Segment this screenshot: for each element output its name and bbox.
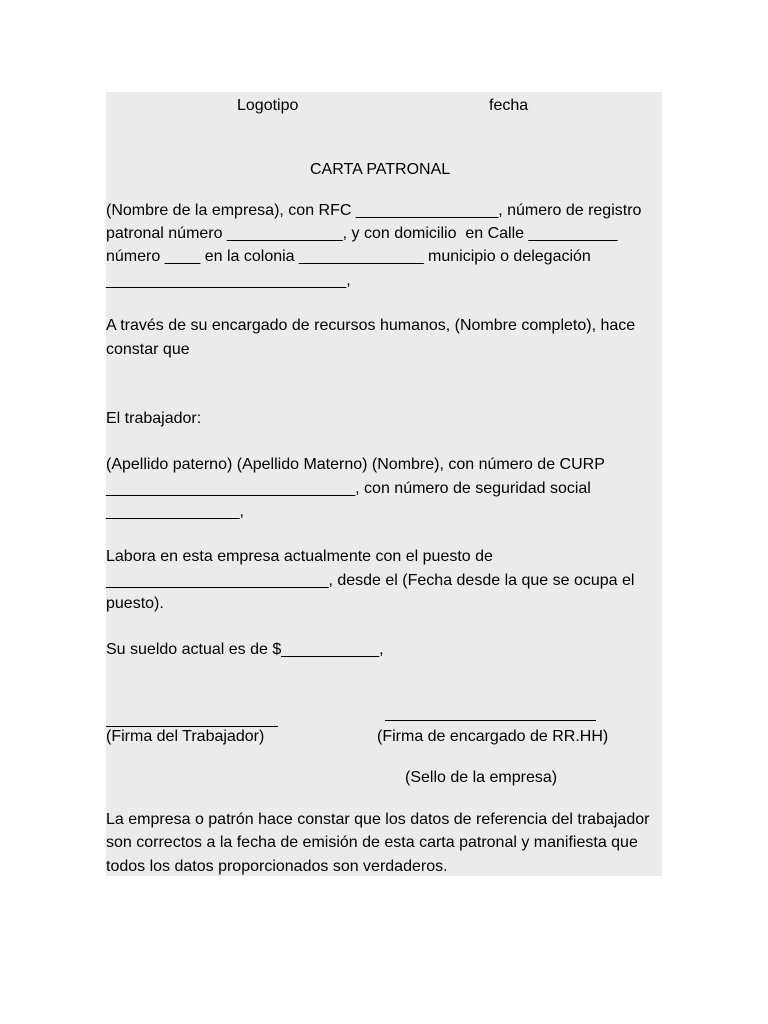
worker-signature-label: (Firma del Trabajador): [106, 728, 265, 745]
hr-signature-line: [385, 720, 596, 721]
company-seal-label: (Sello de la empresa): [405, 769, 558, 786]
paragraph-line: número ____ en la colonia ______________ municipio o delegación: [106, 248, 591, 265]
document-title: CARTA PATRONAL: [310, 161, 451, 178]
document-page: [106, 92, 662, 876]
worker-heading: El trabajador:: [106, 410, 202, 427]
paragraph-line: ___________________________,: [106, 272, 351, 289]
paragraph-line: ____________________________, con número de seguridad social: [106, 480, 591, 497]
paragraph-line: puesto).: [106, 595, 164, 612]
salary-line: Su sueldo actual es de $___________,: [106, 641, 384, 658]
paragraph-line: todos los datos proporcionados son verdaderos.: [106, 858, 448, 875]
paragraph-line: constar que: [106, 341, 190, 358]
paragraph-line: (Nombre de la empresa), con RFC ________________, número de registro: [106, 202, 642, 219]
paragraph-line: (Apellido paterno) (Apellido Materno) (Nombre), con número de CURP: [106, 456, 605, 473]
logo-placeholder: Logotipo: [237, 97, 299, 114]
paragraph-line: son correctos a la fecha de emisión de esta carta patronal y manifiesta que: [106, 834, 638, 851]
date-placeholder: fecha: [489, 97, 529, 114]
hr-signature-label: (Firma de encargado de RR.HH): [377, 728, 609, 745]
paragraph-line: _______________,: [106, 503, 244, 520]
paragraph-line: Labora en esta empresa actualmente con el puesto de: [106, 548, 493, 565]
paragraph-line: patronal número _____________, y con domicilio en Calle __________: [106, 225, 618, 242]
paragraph-line: A través de su encargado de recursos humanos, (Nombre completo), hace: [106, 317, 636, 334]
paragraph-line: La empresa o patrón hace constar que los datos de referencia del trabajador: [106, 811, 650, 828]
paragraph-line: _________________________, desde el (Fecha desde la que se ocupa el: [106, 572, 635, 589]
